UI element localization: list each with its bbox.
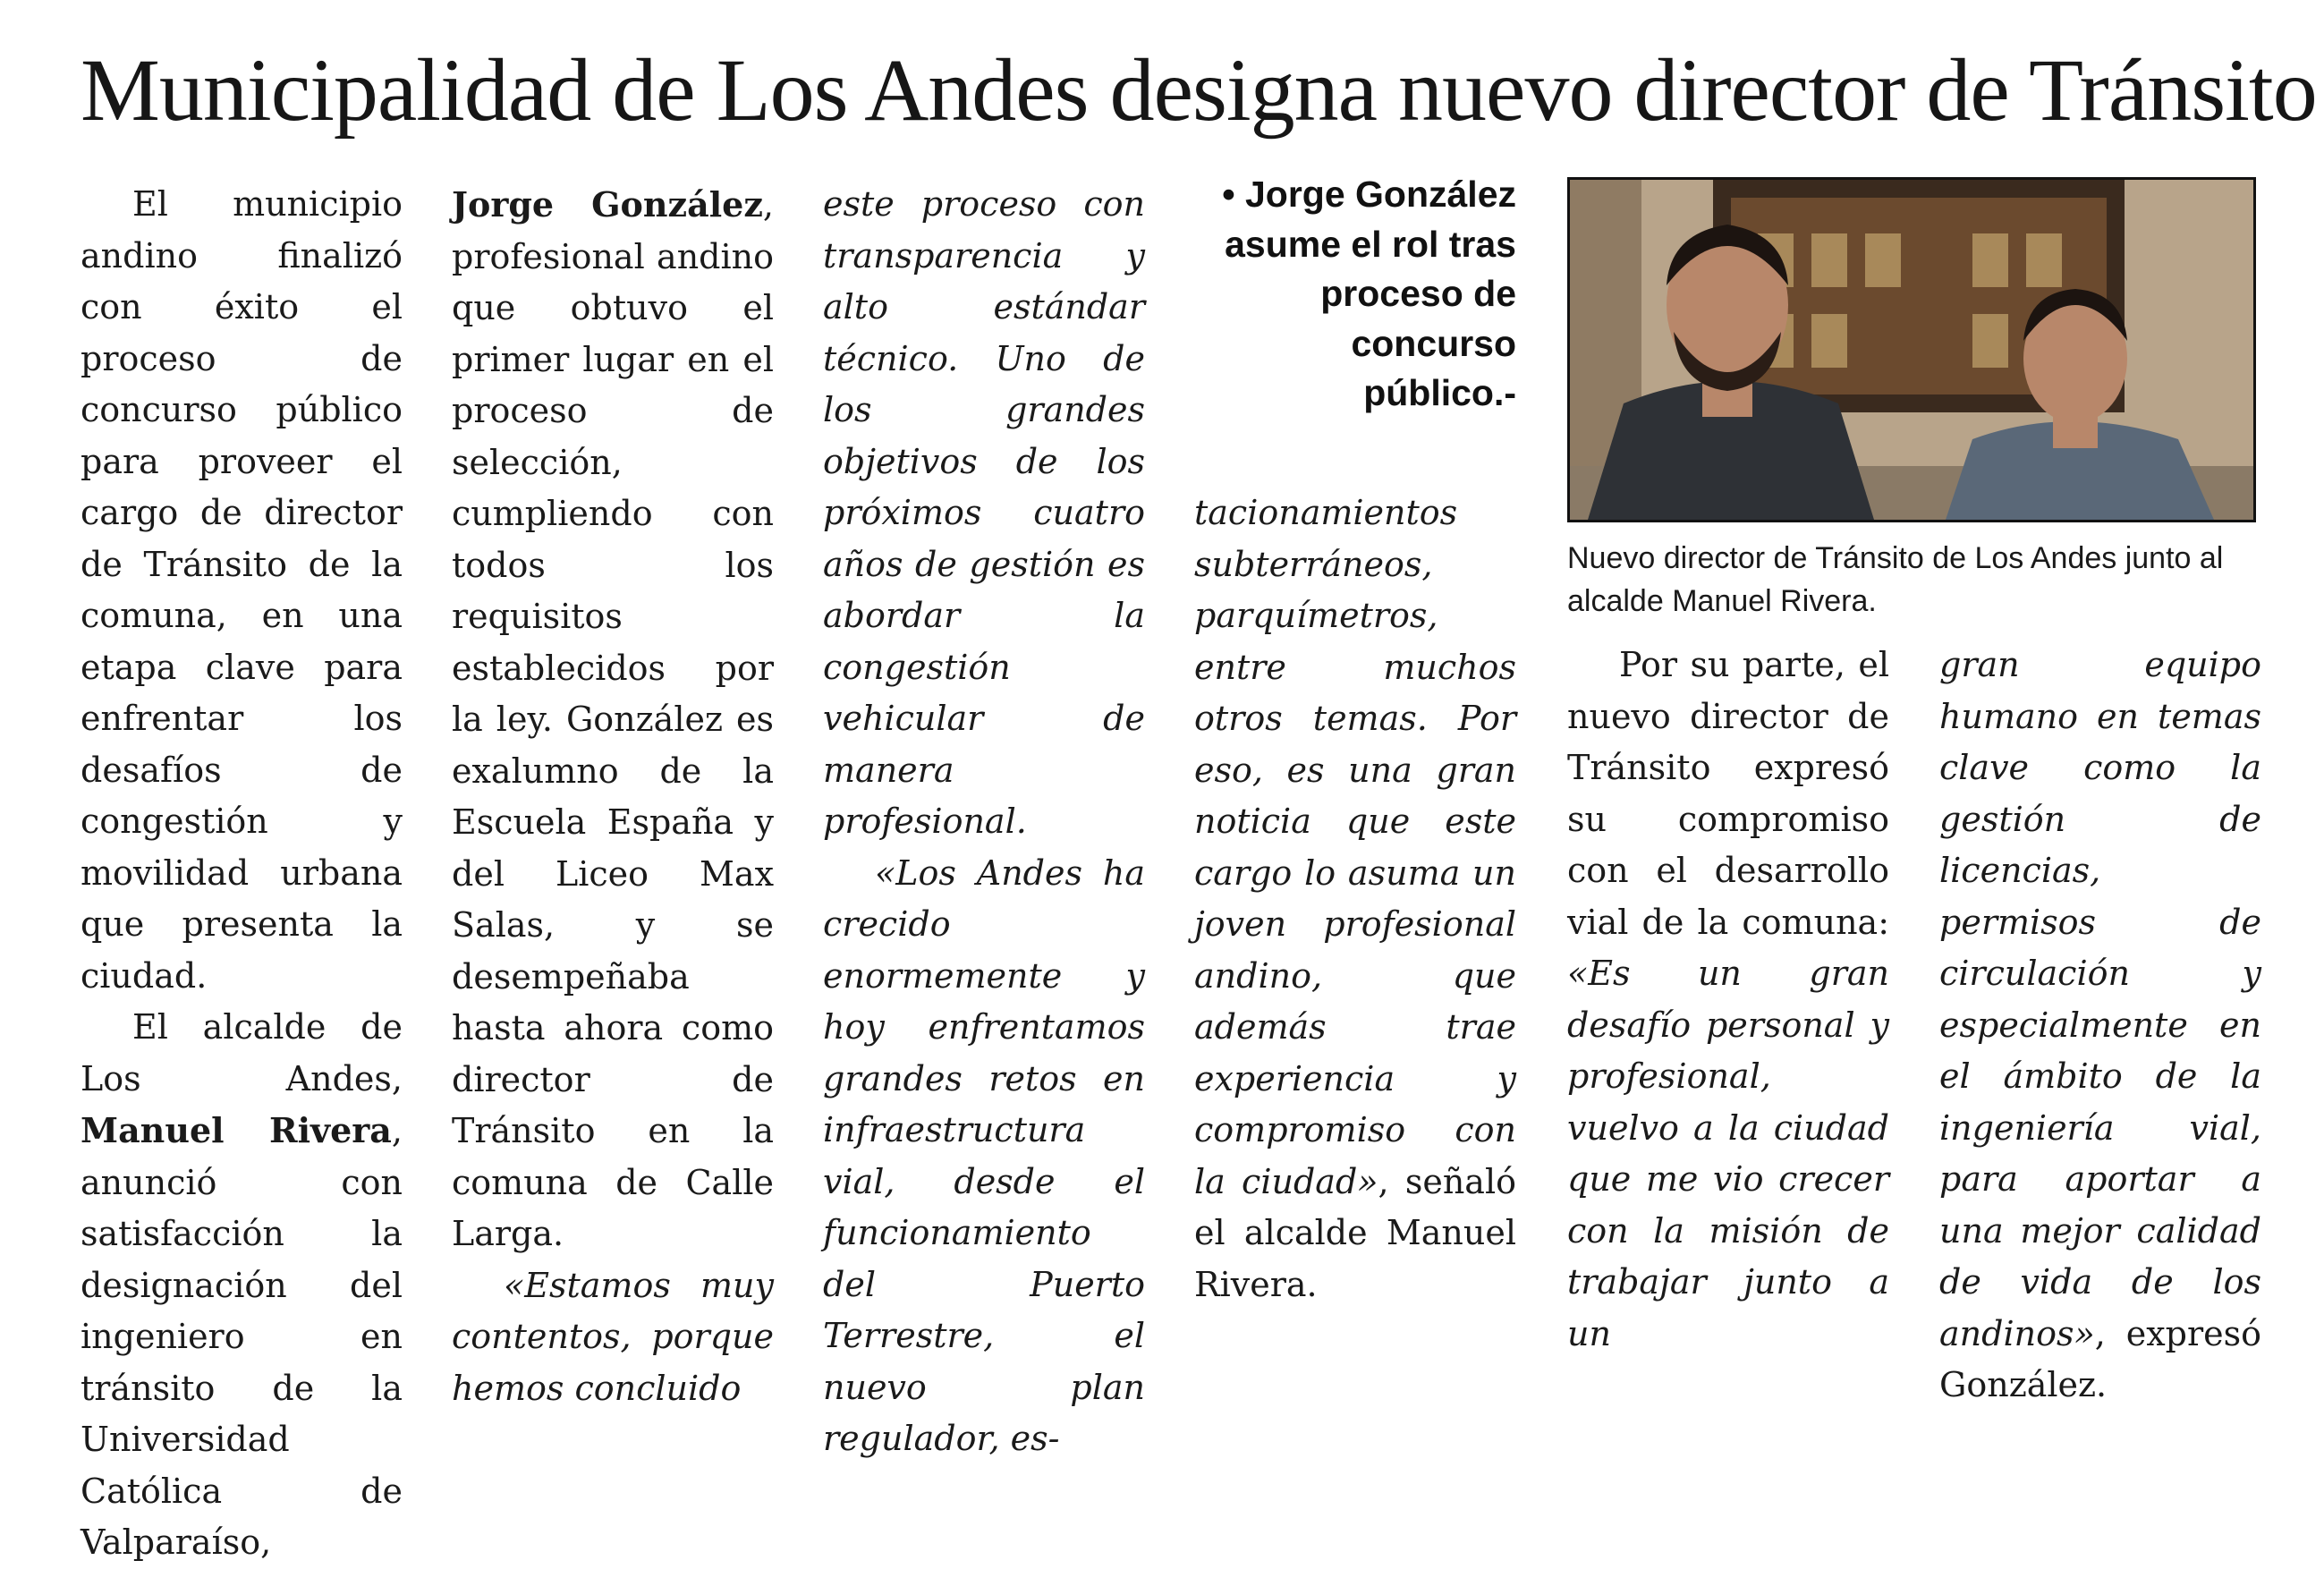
paragraph-director-response: Por su parte, el nuevo director de Tránsito expresó su compromiso con el desarrollo vial de la comuna: «Es un gran desafío personal y profesional, vuelvo a la ciudad que me vio crecer con la misión de trabajar junto a un <box>1567 645 1889 1353</box>
attribution-director: , expresó González. <box>1939 1313 2261 1404</box>
quote-mayor-cont: este proceso con transparencia y alto estándar técnico. Uno de los grandes objetivos de los próximos cuatro años de gestión es abordar la congestión vehicular de manera profesional. <box>823 184 1145 841</box>
director-name: Jorge González <box>452 184 763 225</box>
mayor-name: Manuel Rivera <box>81 1110 392 1150</box>
attribution-mayor: , señaló el alcalde Manuel Rivera. <box>1194 1161 1516 1304</box>
deck-subheadline: • Jorge González asume el rol tras proceso de concurso público.- <box>1222 174 1516 413</box>
paragraph-director-text: , profesional andino que obtuvo el primer lugar en el proceso de selección, cumpliendo con todos los requisitos establecidos por la ley. González es exalumno de la Escuela España y del Liceo Max Salas, y se desempeñaba hasta ahora como director de Tránsito en la comuna de Calle Larga. <box>452 185 774 1253</box>
paragraph-intro: El municipio andino finalizó con éxito el proceso de concurso público para proveer el cargo de director de Tránsito de la comuna, en una etapa clave para enfrentar los desafíos de congestión y movilidad urbana que presenta la ciudad. <box>81 184 403 996</box>
article-photo <box>1567 177 2256 522</box>
quote-director-end: gran equipo humano en temas clave como la gestión de licencias, permisos de circulación y especialmente en el ámbito de la ingeniería vial, para aportar a una mejor calidad de vida de los andinos», expresó González. <box>1939 645 2261 1404</box>
column-5 <box>1567 640 1889 1360</box>
paragraph-mayor-cont: , anunció con satisfacción la designación del ingeniero en tránsito de la Universidad Católica de Valparaíso, <box>81 1111 403 1562</box>
photo-illustration <box>1570 180 2253 520</box>
quote-mayor-second: «Los Andes ha crecido enormemente y hoy enfrentamos grandes retos en infraestructura vial, desde el funcionamiento del Puerto Terrestre, el nuevo plan regulador, es- <box>823 852 1145 1458</box>
headline: Municipalidad de Los Andes designa nuevo director de Tránsito <box>81 40 2317 140</box>
quote-mayor-start: «Estamos muy contentos, porque hemos concluido <box>452 1265 774 1408</box>
column-6 <box>1939 640 2261 1412</box>
column-3 <box>823 179 1145 1465</box>
paragraph-mayor: El alcalde de Los Andes, Manuel Rivera, anunció con satisfacción la designación del ingeniero en tránsito de la Universidad Católica de Valparaíso, <box>81 1007 403 1562</box>
quote-director-start: «Es un gran desafío personal y profesional, vuelvo a la ciudad que me vio crecer con la misión de trabajar junto a un <box>1567 954 1889 1353</box>
quote-mayor-end: tacionamientos subterráneos, parquímetros, entre muchos otros temas. Por eso, es una gran noticia que este cargo lo asuma un joven profesional andino, que además trae experiencia y compromiso con la ciudad», señaló el alcalde Manuel Rivera. <box>1194 493 1516 1304</box>
column-2 <box>452 179 774 1414</box>
paragraph-director <box>452 179 774 1260</box>
photo-caption: Nuevo director de Tránsito de Los Andes junto al alcalde Manuel Rivera. <box>1567 541 2224 618</box>
column-1 <box>81 179 403 1569</box>
